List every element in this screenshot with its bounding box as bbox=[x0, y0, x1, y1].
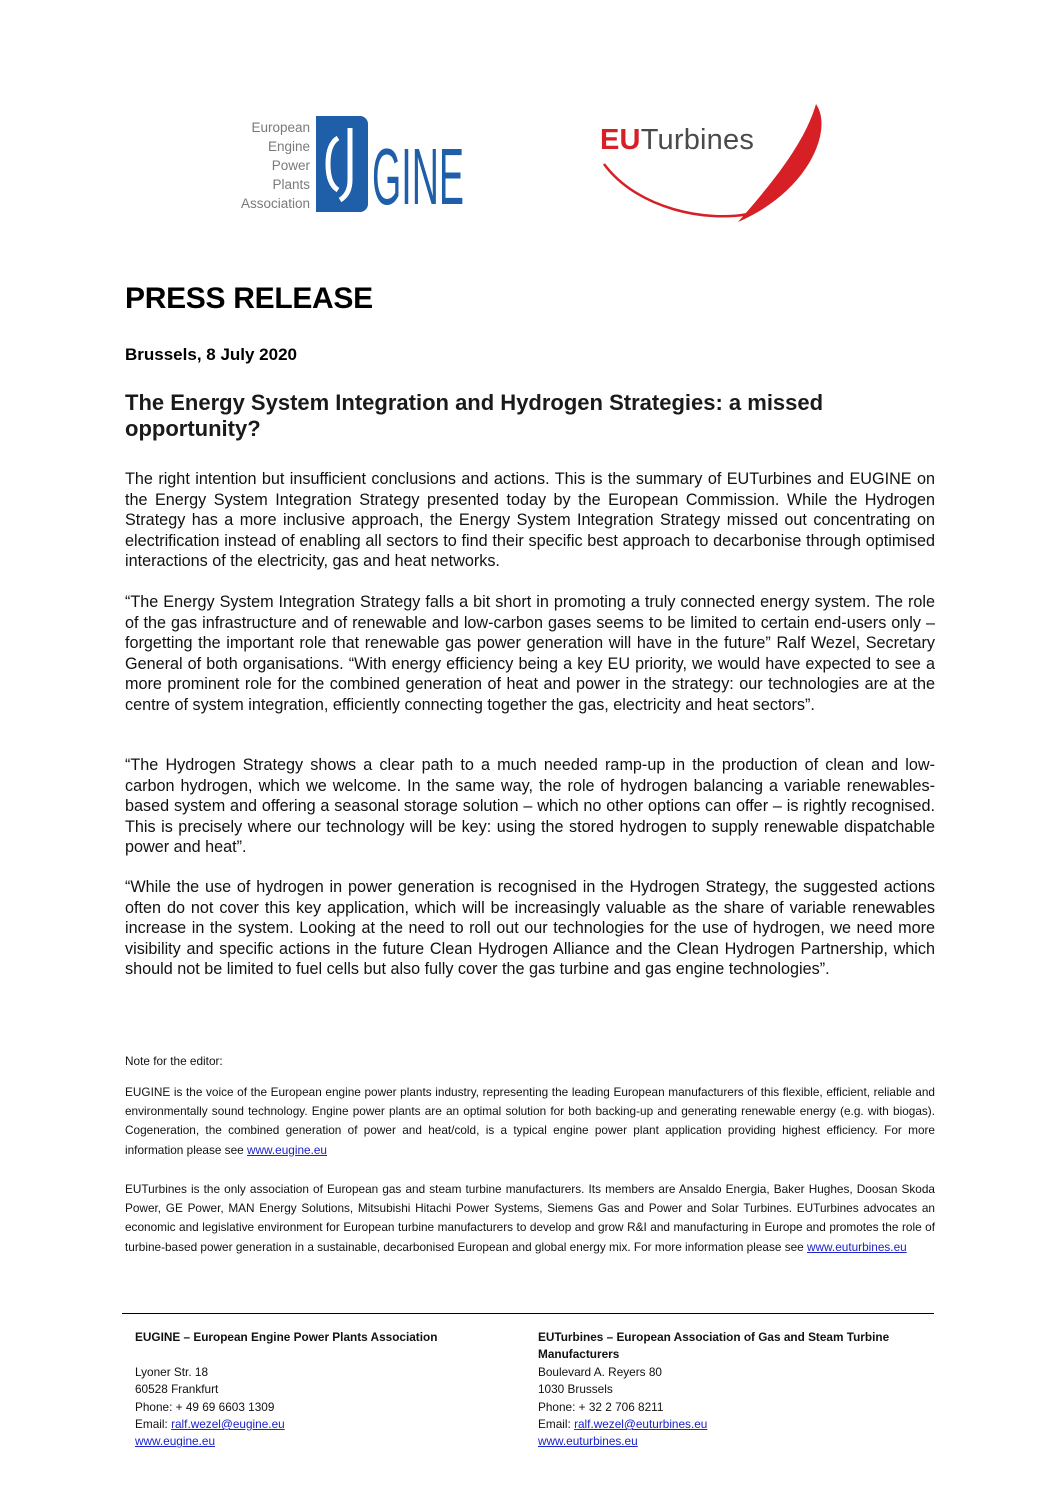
footer-street: Boulevard A. Reyers 80 bbox=[538, 1364, 662, 1379]
footer-city: 1030 Brussels bbox=[538, 1382, 613, 1397]
footer-email-label: Email: bbox=[135, 1417, 172, 1432]
eugine-logo-line: Power bbox=[271, 158, 310, 173]
body-paragraph: “The Hydrogen Strategy shows a clear path to a much needed ramp-up in the production of clean and low-carbon hydrogen, which we welcome. In the same way, the role of hydrogen balancing a variable renewables-based system and offering a seasonal storage solution – which no other options can offer – is rightly recognised. This is precisely where our technology will be key: using the stored hydrogen to supply renewable dispatchable power and heat”. bbox=[125, 756, 935, 857]
body-paragraph: “While the use of hydrogen in power generation is recognised in the Hydrogen Strategy, the suggested actions often do not cover this key application, which will be increasingly valuable as the share of variable renewables increase in the system. Looking at the need to roll out our technologies for the use of hydrogen, we need more visibility and specific actions in the future Clean Hydrogen Alliance and the Clean Hydrogen Partnership, which should not be limited to fuel cells but also fully cover the gas turbine and gas engine technologies”. bbox=[125, 878, 935, 979]
eugine-wordmark: GINE bbox=[372, 132, 464, 221]
note-euturbines bbox=[125, 1180, 935, 1257]
note-heading: Note for the editor: bbox=[125, 1054, 223, 1068]
euturbines-eu: EU bbox=[600, 124, 641, 156]
note-eugine-text: EUGINE is the voice of the European engine power plants industry, representing the leading European manufacturers of this flexible, efficient, reliable and environmentally sound technology. Engine power plants are an optimal solution for both backing-up and generating renewable energy (e.g. with biogas). Cogeneration, the combined generation of power and heat/cold, is a typical engine power plant application providing highest efficiency. For more information please see bbox=[125, 1085, 935, 1157]
footer-email-row bbox=[538, 1416, 938, 1433]
press-release-label: PRESS RELEASE bbox=[125, 282, 373, 315]
release-title: The Energy System Integration and Hydrogen Strategies: a missed opportunity? bbox=[125, 390, 824, 441]
euturbines-rest: Turbines bbox=[640, 124, 755, 156]
footer-phone: Phone: + 49 69 6603 1309 bbox=[135, 1399, 275, 1414]
swoosh-icon bbox=[598, 100, 832, 228]
footer-email-link[interactable]: ralf.wezel@eugine.eu bbox=[171, 1417, 285, 1432]
note-euturbines-text: EUTurbines is the only association of European gas and steam turbine manufacturers. Its members are Ansaldo Energia, Baker Hughes, Doosan Skoda Power, GE Power, MAN Energy Solutions, Mitsubishi Hitachi Power Systems, Siemens Gas and Power and Solar Turbines. EUTurbines advocates an economic and legislative environment for European turbine manufacturers to develop and grow R&I and manufacturing in Europe and promotes the role of turbine-based power generation in a sustainable, decarbonised European and global energy mix. For more information please see bbox=[125, 1182, 935, 1254]
footer-divider bbox=[122, 1313, 934, 1314]
eugine-logo-text bbox=[241, 118, 310, 213]
footer-website-link[interactable]: www.euturbines.eu bbox=[538, 1434, 638, 1449]
release-date: Brussels, 8 July 2020 bbox=[125, 345, 298, 364]
body-paragraph: “The Energy System Integration Strategy falls a bit short in promoting a truly connected energy system. The role of the gas infrastructure and of renewable and low-carbon gases seems to be limited to certain end-users only – forgetting the important role that renewable gas power generation will have in the future” Ralf Wezel, Secretary General of both organisations. “With energy efficiency being a key EU priority, we would have expected to see a more prominent role for the combined generation of heat and power in the strategy: our technologies are at the centre of system integration, efficiently connecting together the gas, electricity and heat sectors”. bbox=[125, 593, 935, 714]
note-eugine bbox=[125, 1083, 935, 1160]
eugine-logo-line: Association bbox=[240, 196, 310, 211]
euturbines-wordmark bbox=[600, 124, 754, 157]
footer-org-name: EUGINE – European Engine Power Plants Association bbox=[135, 1330, 438, 1344]
footer-city: 60528 Frankfurt bbox=[135, 1382, 219, 1397]
eugine-logo bbox=[232, 108, 468, 220]
footer-website-link[interactable]: www.eugine.eu bbox=[135, 1434, 216, 1449]
eugine-logo-line: Engine bbox=[267, 139, 310, 154]
footer-eugine-contact bbox=[135, 1329, 515, 1451]
body-paragraph: The right intention but insufficient conclusions and actions. This is the summary of EUTurbines and EUGINE on the Energy System Integration Strategy presented today by the European Commission. While the Hydrogen Strategy has a more inclusive approach, the Energy System Integration Strategy missed out concentrating on electrification instead of enabling all sectors to find their specific best approach to decarbonise through optimised interactions of the electricity, gas and heat networks. bbox=[125, 470, 935, 571]
eugine-logo-line: European bbox=[251, 120, 310, 135]
footer-email-row bbox=[135, 1416, 515, 1433]
footer-phone: Phone: + 32 2 706 8211 bbox=[538, 1399, 664, 1414]
footer-street: Lyoner Str. 18 bbox=[135, 1364, 209, 1379]
euturbines-website-link[interactable]: www.euturbines.eu bbox=[807, 1239, 907, 1254]
eugine-website-link[interactable]: www.eugine.eu bbox=[246, 1142, 327, 1157]
footer-email-link[interactable]: ralf.wezel@euturbines.eu bbox=[574, 1417, 708, 1432]
eugine-logo-line: Plants bbox=[272, 177, 310, 192]
euturbines-logo bbox=[598, 100, 832, 228]
footer-org-name: EUTurbines – European Association of Gas and Steam Turbine Manufacturers bbox=[538, 1330, 890, 1362]
eugine-mark-icon bbox=[316, 108, 468, 220]
footer-euturbines-contact bbox=[538, 1329, 938, 1451]
footer-email-label: Email: bbox=[538, 1417, 575, 1432]
